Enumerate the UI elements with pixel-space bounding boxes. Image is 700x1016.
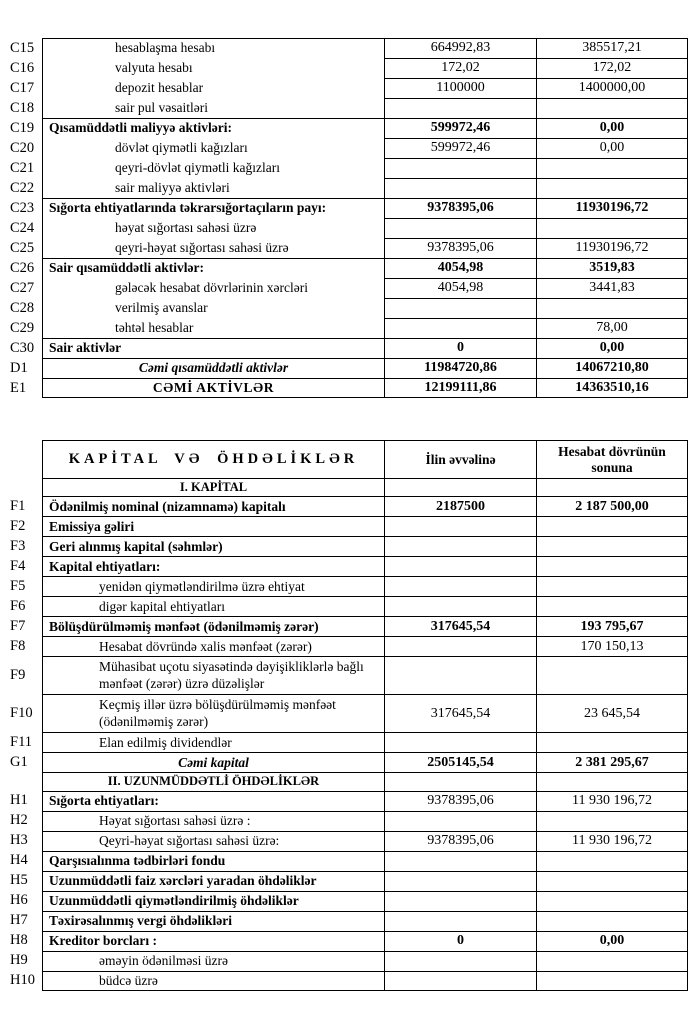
row-code: C26	[10, 259, 35, 276]
row-value-year-start	[385, 772, 537, 790]
row-code: F10	[10, 704, 33, 721]
table-row	[8, 616, 688, 636]
table-row	[8, 238, 688, 258]
row-value-period-end: 23 645,54	[537, 694, 688, 732]
row-value-period-end: 14363510,16	[537, 378, 688, 398]
row-code: E1	[10, 379, 27, 396]
table-row	[8, 198, 688, 218]
row-code: H3	[10, 832, 28, 848]
row-code: H7	[10, 912, 28, 928]
table-row	[8, 791, 688, 811]
row-value-period-end	[537, 951, 688, 971]
row-value-year-start: 4054,98	[385, 278, 537, 298]
table-row	[8, 278, 688, 298]
row-code: C18	[10, 99, 35, 116]
row-value-period-end	[537, 178, 688, 198]
row-code: F6	[10, 597, 26, 614]
row-label: Cəmi kapital	[42, 752, 385, 772]
row-code: H10	[10, 972, 35, 988]
row-value-year-start	[385, 98, 537, 118]
row-code: F9	[10, 666, 26, 683]
row-value-year-start: 0	[385, 338, 537, 358]
row-value-year-start: 11984720,86	[385, 358, 537, 378]
row-value-year-start: 317645,54	[385, 616, 537, 636]
row-code: H1	[10, 792, 28, 808]
row-label: qeyri-həyat sığortası sahəsi üzrə	[42, 238, 385, 258]
table-row	[8, 478, 688, 496]
header-caption: KAPİTAL VƏ ÖHDƏLİKLƏR	[42, 440, 385, 478]
table-row	[8, 496, 688, 516]
row-value-period-end: 11 930 196,72	[537, 791, 688, 811]
row-value-year-start: 317645,54	[385, 694, 537, 732]
row-label: əməyin ödənilməsi üzrə	[42, 951, 385, 971]
row-label: Sığorta ehtiyatlarında təkrarsığortaçıların payı:	[42, 198, 385, 218]
row-value-period-end	[537, 772, 688, 790]
row-value-year-start: 664992,83	[385, 38, 537, 58]
row-label: I. KAPİTAL	[42, 478, 385, 496]
row-label: digər kapital ehtiyatları	[42, 596, 385, 616]
row-value-period-end: 3441,83	[537, 278, 688, 298]
row-code	[8, 772, 42, 790]
table-row	[8, 772, 688, 790]
row-code: F4	[10, 557, 26, 574]
capital-liabilities-table	[8, 440, 688, 991]
row-code: C15	[10, 39, 35, 56]
table-row	[8, 636, 688, 656]
row-code: F8	[10, 637, 26, 654]
row-value-period-end: 11930196,72	[537, 238, 688, 258]
row-code: H4	[10, 852, 28, 868]
row-value-year-start	[385, 536, 537, 556]
row-value-period-end: 2 187 500,00	[537, 496, 688, 516]
header-col-year-start: İlin əvvəlinə	[385, 440, 537, 478]
row-label: CƏMİ AKTİVLƏR	[42, 378, 385, 398]
row-value-year-start: 1100000	[385, 78, 537, 98]
row-code: G1	[10, 753, 28, 770]
table-row	[8, 358, 688, 378]
row-value-year-start	[385, 516, 537, 536]
table-row	[8, 732, 688, 752]
row-label: hesablaşma hesabı	[42, 38, 385, 58]
row-value-year-start	[385, 478, 537, 496]
row-value-year-start	[385, 556, 537, 576]
table-row	[8, 516, 688, 536]
row-value-period-end	[537, 911, 688, 931]
row-value-year-start	[385, 891, 537, 911]
table-row	[8, 158, 688, 178]
row-code: H5	[10, 872, 28, 888]
row-label: Hesabat dövründə xalis mənfəət (zərər)	[42, 636, 385, 656]
row-value-year-start	[385, 318, 537, 338]
row-label: Keçmiş illər üzrə bölüşdürülməmiş mənfəət (ödənilməmiş zərər)	[42, 694, 385, 732]
row-value-period-end	[537, 971, 688, 991]
row-code: H8	[10, 932, 28, 948]
table-row	[8, 178, 688, 198]
row-code: H9	[10, 952, 28, 968]
capital-table-rows	[8, 478, 688, 991]
table-row	[8, 118, 688, 138]
row-label: sair pul vəsaitləri	[42, 98, 385, 118]
row-value-period-end: 0,00	[537, 338, 688, 358]
table-row	[8, 536, 688, 556]
row-value-period-end	[537, 218, 688, 238]
table-row	[8, 218, 688, 238]
row-label: yenidən qiymətləndirilmə üzrə ehtiyat	[42, 576, 385, 596]
row-label: Kreditor borcları :	[42, 931, 385, 951]
row-value-period-end: 11 930 196,72	[537, 831, 688, 851]
table-row	[8, 851, 688, 871]
table-row	[8, 811, 688, 831]
row-code: C19	[10, 119, 35, 136]
row-label: Uzunmüddətli qiymətləndirilmiş öhdəliklər	[42, 891, 385, 911]
row-code: F1	[10, 497, 26, 514]
row-code: C17	[10, 79, 35, 96]
row-code: F2	[10, 517, 26, 534]
table-row	[8, 931, 688, 951]
row-value-period-end: 385517,21	[537, 38, 688, 58]
row-code: C23	[10, 199, 35, 216]
row-code: C22	[10, 179, 35, 196]
row-value-year-start: 9378395,06	[385, 238, 537, 258]
header-code-spacer	[8, 440, 42, 478]
row-code	[8, 478, 42, 496]
row-label: Bölüşdürülməmiş mənfəət (ödənilməmiş zərər)	[42, 616, 385, 636]
table-row	[8, 752, 688, 772]
row-value-year-start: 0	[385, 931, 537, 951]
table-row	[8, 971, 688, 991]
table-row	[8, 98, 688, 118]
row-label: sair maliyyə aktivləri	[42, 178, 385, 198]
row-value-year-start	[385, 596, 537, 616]
row-value-year-start	[385, 636, 537, 656]
row-label: Sair aktivlər	[42, 338, 385, 358]
table-row	[8, 556, 688, 576]
row-value-year-start	[385, 851, 537, 871]
row-code: C24	[10, 219, 35, 236]
row-value-year-start: 4054,98	[385, 258, 537, 278]
row-value-year-start: 9378395,06	[385, 791, 537, 811]
table-row	[8, 38, 688, 58]
row-value-period-end: 3519,83	[537, 258, 688, 278]
row-value-period-end	[537, 98, 688, 118]
row-value-period-end	[537, 656, 688, 694]
row-label: verilmiş avanslar	[42, 298, 385, 318]
row-value-year-start: 172,02	[385, 58, 537, 78]
row-label: depozit hesablar	[42, 78, 385, 98]
row-value-period-end: 14067210,80	[537, 358, 688, 378]
table-row	[8, 138, 688, 158]
row-value-period-end: 193 795,67	[537, 616, 688, 636]
table-row	[8, 694, 688, 732]
row-value-period-end	[537, 478, 688, 496]
row-value-period-end: 1400000,00	[537, 78, 688, 98]
row-value-year-start: 9378395,06	[385, 831, 537, 851]
table-row	[8, 58, 688, 78]
row-value-period-end: 2 381 295,67	[537, 752, 688, 772]
row-value-period-end	[537, 871, 688, 891]
row-value-year-start: 9378395,06	[385, 198, 537, 218]
row-code: C21	[10, 159, 35, 176]
row-value-year-start: 2505145,54	[385, 752, 537, 772]
row-code: F5	[10, 577, 26, 594]
table-row	[8, 78, 688, 98]
table-row	[8, 298, 688, 318]
row-value-period-end	[537, 732, 688, 752]
row-label: Qısamüddətli maliyyə aktivləri:	[42, 118, 385, 138]
row-label: Uzunmüddətli faiz xərcləri yaradan öhdəliklər	[42, 871, 385, 891]
row-label: gələcək hesabat dövrlərinin xərcləri	[42, 278, 385, 298]
row-code: F11	[10, 733, 33, 750]
row-code: C28	[10, 299, 35, 316]
row-value-year-start: 599972,46	[385, 138, 537, 158]
row-code: C27	[10, 279, 35, 296]
table-row	[8, 338, 688, 358]
row-value-period-end	[537, 576, 688, 596]
table-row	[8, 871, 688, 891]
row-value-year-start	[385, 871, 537, 891]
row-value-year-start	[385, 656, 537, 694]
row-value-period-end: 0,00	[537, 118, 688, 138]
row-label: Kapital ehtiyatları:	[42, 556, 385, 576]
row-label: Elan edilmiş dividendlər	[42, 732, 385, 752]
table-row	[8, 656, 688, 694]
row-code: H2	[10, 812, 28, 828]
row-label: valyuta hesabı	[42, 58, 385, 78]
table-row	[8, 831, 688, 851]
row-label: Mühasibat uçotu siyasətində dəyişikliklərlə bağlı mənfəət (zərər) üzrə düzəlişlər	[42, 656, 385, 694]
row-value-period-end	[537, 536, 688, 556]
row-code: F7	[10, 617, 26, 634]
row-value-year-start	[385, 911, 537, 931]
table-row	[8, 258, 688, 278]
row-value-period-end: 0,00	[537, 931, 688, 951]
row-value-period-end	[537, 596, 688, 616]
row-label: dövlət qiymətli kağızları	[42, 138, 385, 158]
row-label: Sair qısamüddətli aktivlər:	[42, 258, 385, 278]
capital-table-header-row	[8, 440, 688, 478]
row-value-period-end	[537, 891, 688, 911]
row-value-year-start	[385, 298, 537, 318]
header-col-period-end: Hesabat dövrünün sonuna	[537, 440, 688, 478]
table-row	[8, 911, 688, 931]
table-row	[8, 576, 688, 596]
row-value-year-start	[385, 576, 537, 596]
row-value-period-end	[537, 811, 688, 831]
row-code: C25	[10, 239, 35, 256]
table-row	[8, 891, 688, 911]
table-row	[8, 951, 688, 971]
row-label: qeyri-dövlət qiymətli kağızları	[42, 158, 385, 178]
row-label: həyat sığortası sahəsi üzrə	[42, 218, 385, 238]
row-value-period-end: 0,00	[537, 138, 688, 158]
row-value-year-start	[385, 732, 537, 752]
row-value-period-end: 78,00	[537, 318, 688, 338]
row-label: Cəmi qısamüddətli aktivlər	[42, 358, 385, 378]
row-code: C29	[10, 319, 35, 336]
table-row	[8, 378, 688, 398]
row-code: C16	[10, 59, 35, 76]
row-label: Geri alınmış kapital (səhmlər)	[42, 536, 385, 556]
row-code: F3	[10, 537, 26, 554]
table-row	[8, 596, 688, 616]
row-value-year-start	[385, 158, 537, 178]
row-value-year-start: 2187500	[385, 496, 537, 516]
row-value-period-end	[537, 851, 688, 871]
row-value-period-end	[537, 298, 688, 318]
row-value-year-start	[385, 951, 537, 971]
row-label: təhtəl hesablar	[42, 318, 385, 338]
row-label: II. UZUNMÜDDƏTLİ ÖHDƏLİKLƏR	[42, 772, 385, 790]
row-code: C20	[10, 139, 35, 156]
row-code: C30	[10, 339, 35, 356]
row-value-year-start	[385, 218, 537, 238]
row-label: Ödənilmiş nominal (nizamnamə) kapitalı	[42, 496, 385, 516]
row-label: Həyat sığortası sahəsi üzrə :	[42, 811, 385, 831]
row-value-year-start	[385, 811, 537, 831]
row-label: Təxirəsalınmış vergi öhdəlikləri	[42, 911, 385, 931]
row-label: Sığorta ehtiyatları:	[42, 791, 385, 811]
row-value-period-end	[537, 516, 688, 536]
row-label: Qeyri-həyat sığortası sahəsi üzrə:	[42, 831, 385, 851]
row-code: H6	[10, 892, 28, 908]
table-row	[8, 318, 688, 338]
row-label: Emissiya gəliri	[42, 516, 385, 536]
row-code: D1	[10, 359, 28, 376]
row-value-period-end: 11930196,72	[537, 198, 688, 218]
row-value-period-end	[537, 556, 688, 576]
row-label: büdcə üzrə	[42, 971, 385, 991]
row-value-year-start: 599972,46	[385, 118, 537, 138]
row-value-period-end: 172,02	[537, 58, 688, 78]
row-value-period-end	[537, 158, 688, 178]
assets-table	[8, 38, 688, 398]
row-label: Qarşısıalınma tədbirləri fondu	[42, 851, 385, 871]
row-value-year-start	[385, 178, 537, 198]
row-value-year-start	[385, 971, 537, 991]
row-value-period-end: 170 150,13	[537, 636, 688, 656]
row-value-year-start: 12199111,86	[385, 378, 537, 398]
